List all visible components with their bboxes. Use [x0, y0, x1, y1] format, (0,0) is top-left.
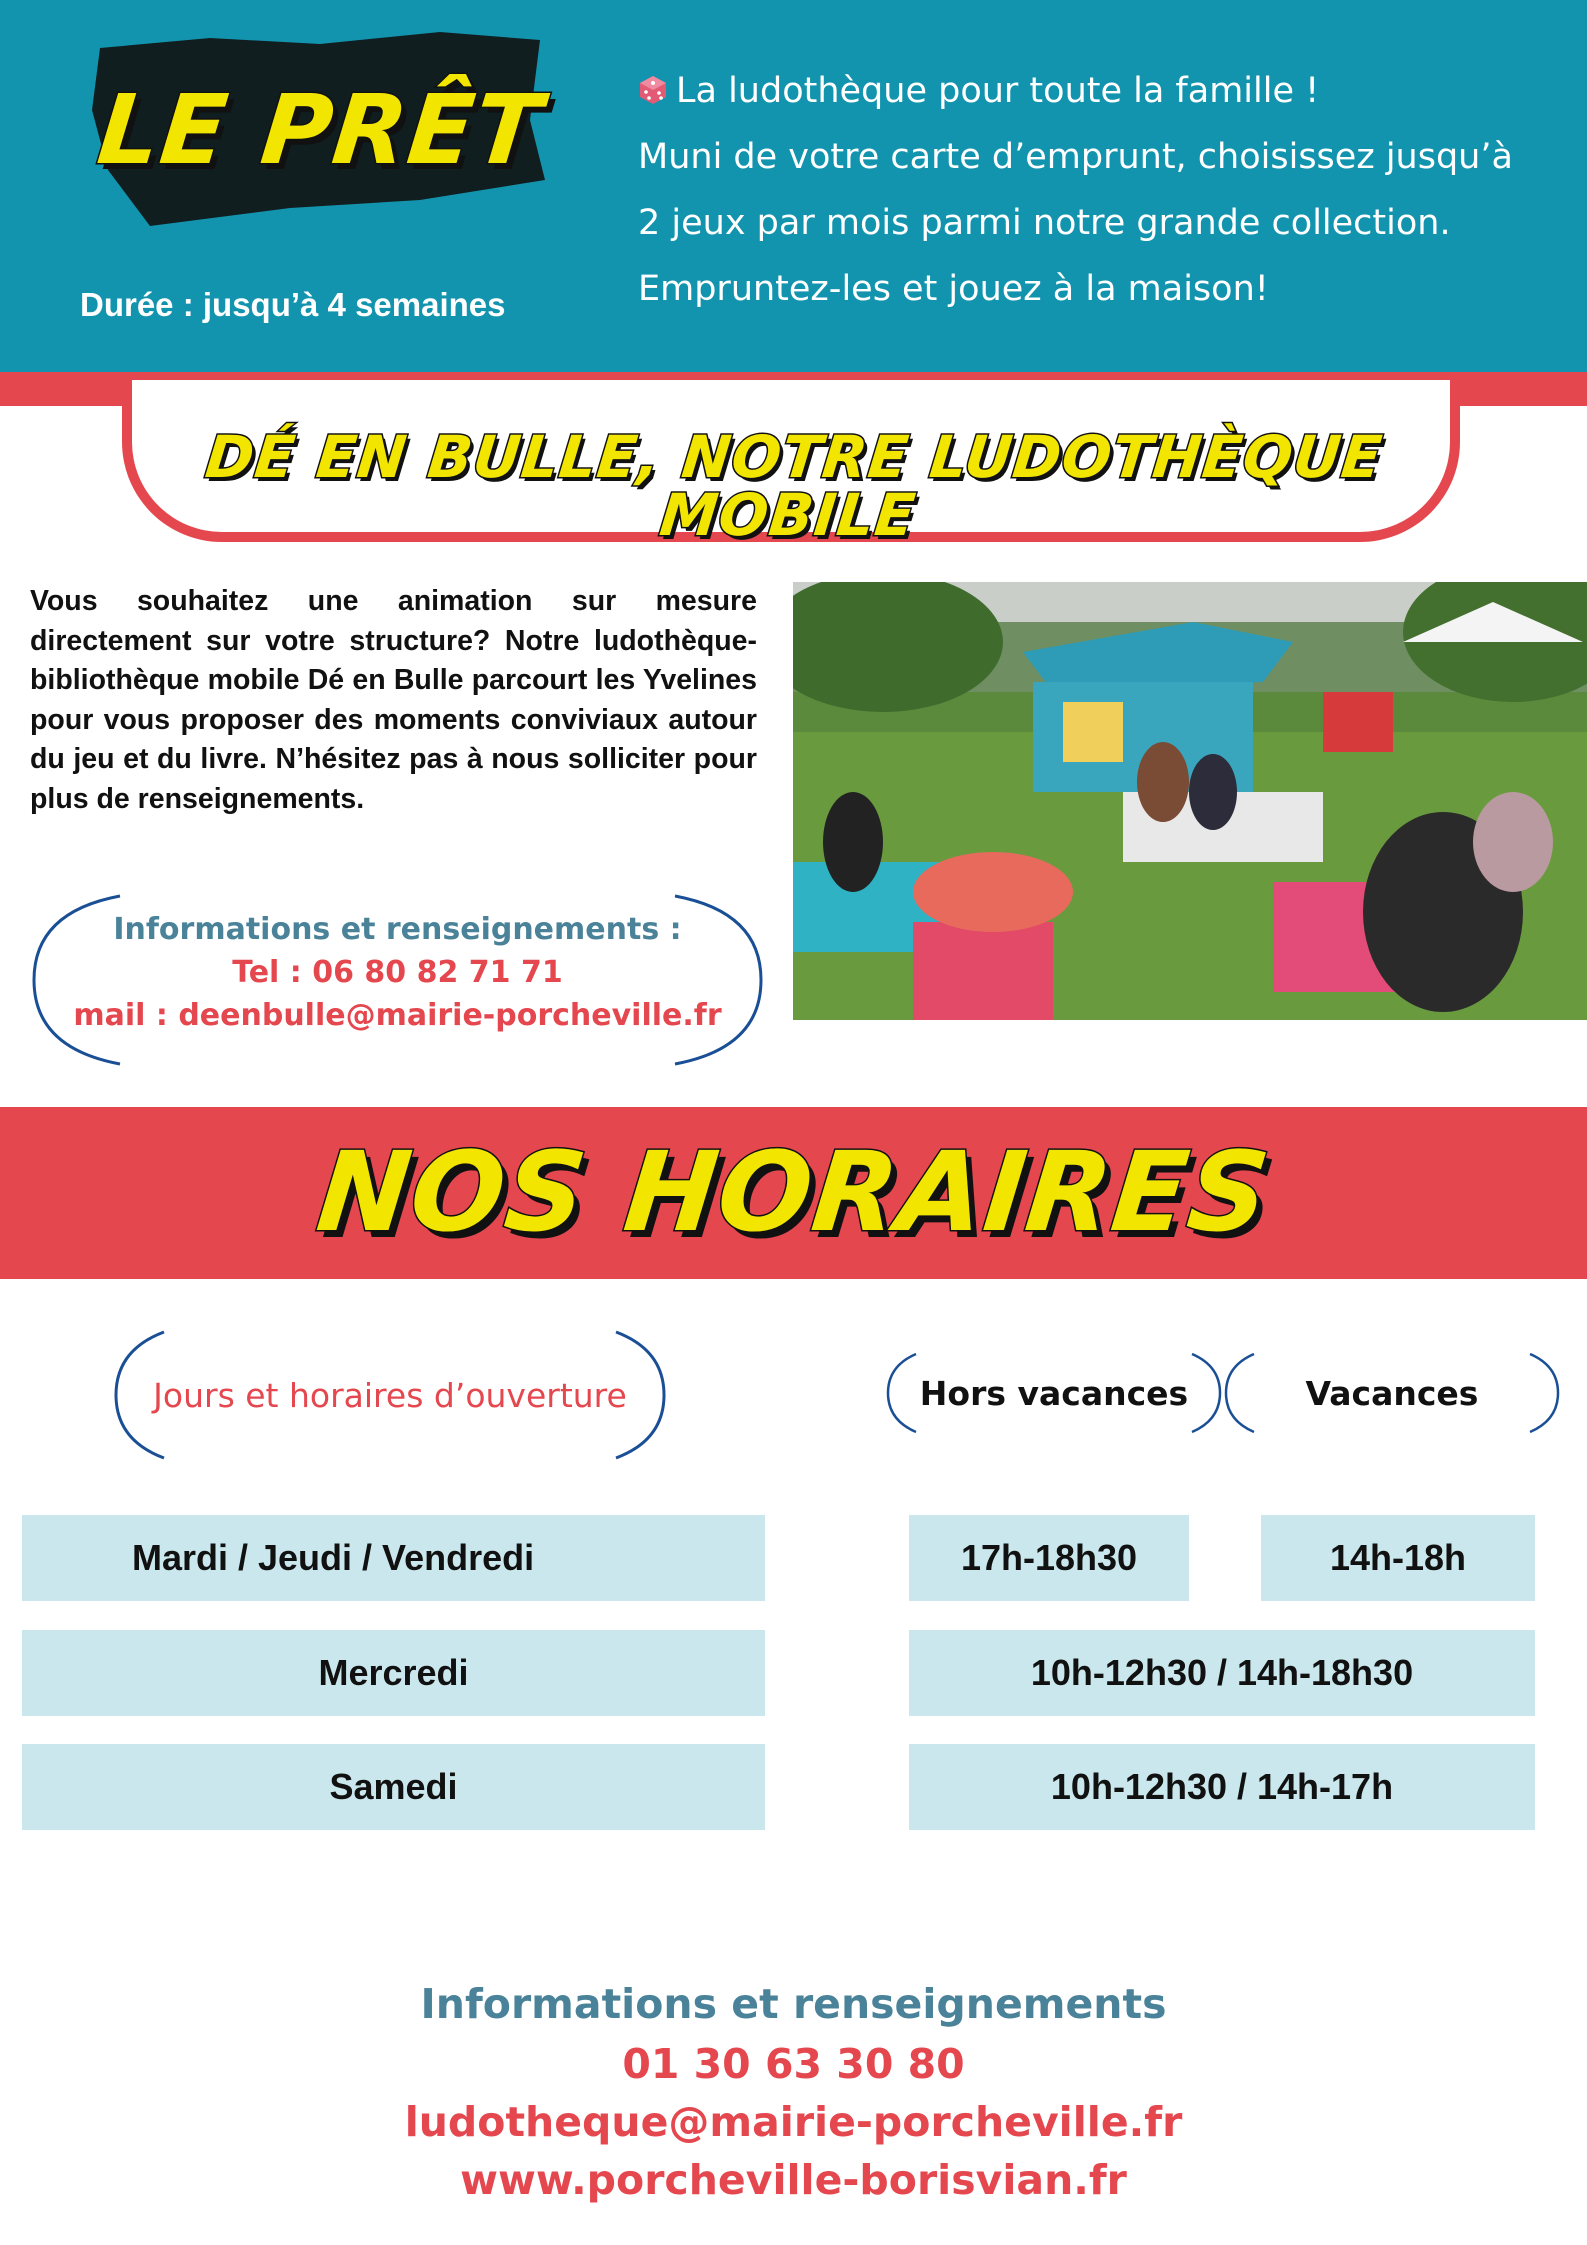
mobile-description: Vous souhaitez une animation sur mesure directement sur votre structure? Notre ludothèque-bibliothèque mobile Dé en Bulle parcourt les Yvelines pour vous proposer des moments conviviaux autour du jeu et du livre. N’hésitez pas à nous solliciter pour plus de renseignements. — [30, 585, 757, 815]
schedule-day-cell: Samedi — [22, 1744, 765, 1830]
mobile-contact-box — [30, 892, 765, 1068]
schedule-holiday-cell: 14h-18h — [1261, 1515, 1535, 1601]
schedule-day-cell: Mardi / Jeudi / Vendredi — [22, 1515, 765, 1601]
hours-title: NOS HORAIRES — [311, 1128, 1276, 1256]
footer-heading: Informations et renseignements — [420, 1980, 1167, 2028]
mobile-contact-email[interactable]: mail : deenbulle@mairie-porcheville.fr — [73, 998, 722, 1033]
period-holiday-label: Vacances — [1305, 1373, 1479, 1413]
loan-title: LE PRÊT — [92, 74, 548, 186]
period-school-label: Hors vacances — [919, 1373, 1189, 1413]
schedule-combined-cell: 10h-12h30 / 14h-17h — [909, 1744, 1535, 1830]
loan-text-line-2: 2 jeux par mois parmi notre grande collection. — [638, 203, 1451, 243]
mobile-title: DÉ EN BULLE, NOTRE LUDOTHÈQUE MOBILE — [202, 423, 1386, 549]
loan-intro-line — [638, 58, 1578, 124]
days-header — [114, 1330, 666, 1460]
loan-duration: Durée : jusqu’à 4 semaines — [80, 286, 506, 323]
footer-phone[interactable]: 01 30 63 30 80 — [622, 2040, 965, 2088]
schedule-day-cell: Mercredi — [22, 1630, 765, 1716]
periods-header — [886, 1352, 1560, 1434]
mobile-contact-phone[interactable]: Tel : 06 80 82 71 71 — [232, 955, 563, 990]
footer-website[interactable]: www.porcheville-borisvian.fr — [460, 2156, 1127, 2204]
die-icon — [638, 75, 668, 105]
footer-email[interactable]: ludotheque@mairie-porcheville.fr — [404, 2098, 1183, 2146]
schedule-school-cell: 17h-18h30 — [909, 1515, 1189, 1601]
event-photo — [793, 582, 1587, 1020]
schedule-combined-cell: 10h-12h30 / 14h-18h30 — [909, 1630, 1535, 1716]
loan-text-line-3: Empruntez-les et jouez à la maison! — [638, 269, 1269, 309]
days-header-label: Jours et horaires d’ouverture — [153, 1375, 627, 1415]
mobile-contact-heading: Informations et renseignements : — [113, 912, 682, 947]
loan-description — [638, 58, 1578, 322]
loan-title-burst — [90, 30, 550, 230]
event-photo-illustration — [793, 582, 1587, 1020]
loan-text-line-1: Muni de votre carte d’emprunt, choisissez jusqu’à — [638, 137, 1513, 177]
loan-intro-text: La ludothèque pour toute la famille ! — [676, 71, 1320, 111]
